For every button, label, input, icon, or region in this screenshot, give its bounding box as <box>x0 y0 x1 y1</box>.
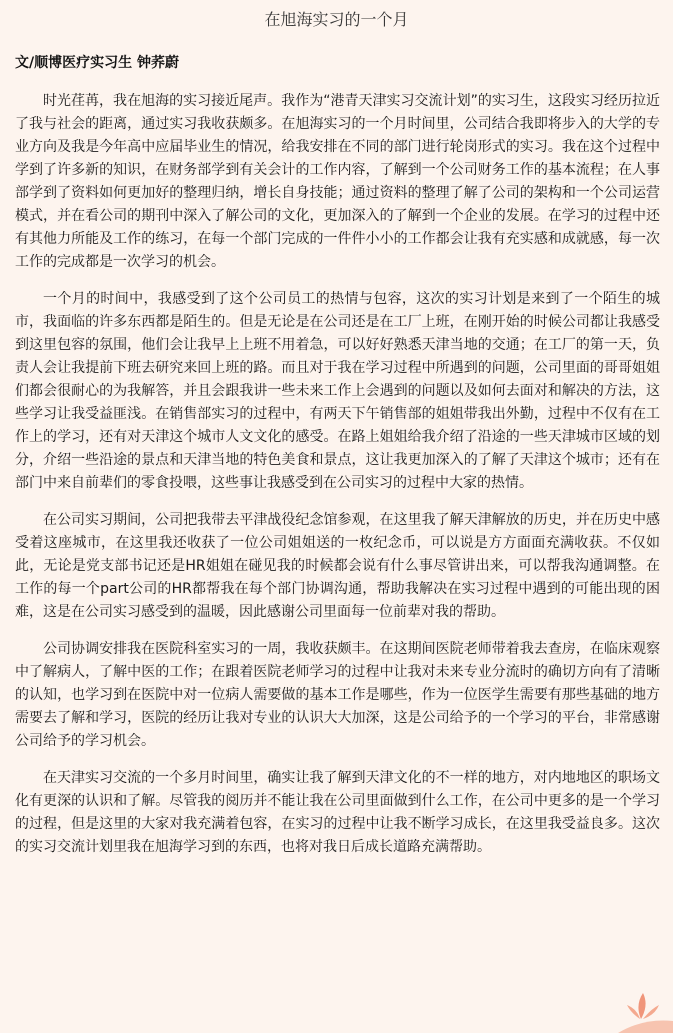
article-title: 在旭海实习的一个月 <box>264 10 409 29</box>
paragraph-5: 在天津实习交流的一个多月时间里，确实让我了解到天津文化的不一样的地方，对内地地区的职场文化有更深的认识和了解。尽管我的阅历并不能让我在公司里面做到什么工作，在公司中更多的是一个学习的过程，但是这里的大家对我充满着包容，在实习的过程中让我不断学习成长，在这里我受益良多。这次的实习交流计划里我在旭海学习到的东西，也将对我日后成长道路充满帮助。 <box>15 770 660 855</box>
article-body <box>15 90 660 873</box>
flower-leaf-icon <box>613 983 673 1033</box>
paragraph-4: 公司协调安排我在医院科室实习的一周，我收获颇丰。在这期间医院老师带着我去查房，在临床观察中了解病人，了解中医的工作；在跟着医院老师学习的过程中让我对未来专业分流时的确切方向有了清晰的认知，也学习到在医院中对一位病人需要做的基本工作是哪些，作为一位医学生需要有那些基础的地方需要去了解和学习，医院的经历让我对专业的认识大大加深，这是公司给予的一个学习的平台，非常感谢公司给予的学习机会。 <box>15 641 660 749</box>
paragraph-3: 在公司实习期间，公司把我带去平津战役纪念馆参观，在这里我了解天津解放的历史，并在历史中感受着这座城市，在这里我还收获了一位公司姐姐送的一枚纪念币，可以说是方方面面充满收获。不仅如此，无论是党支部书记还是HR姐姐在碰见我的时候都会说有什么事尽管讲出来，可以帮我沟通调整。在工作的每一个part公司的HR都帮我在每个部门协调沟通，帮助我解决在实习过程中遇到的可能出现的困难，这是在公司实习感受到的温暖，因此感谢公司里面每一位前辈对我的帮助。 <box>15 512 660 620</box>
article-byline: 文/顺博医疗实习生 钟荞蔚 <box>15 55 179 71</box>
paragraph-1: 时光荏苒，我在旭海的实习接近尾声。我作为“港青天津实习交流计划”的实习生，这段实习经历拉近了我与社会的距离，通过实习我收获颇多。在旭海实习的一个月时间里，公司结合我即将步入的大学的专业方向及我是今年高中应届毕业生的情况，给我安排在不同的部门进行轮岗形式的实习。我在这个过程中学到了许多新的知识，在财务部学到有关会计的工作内容，了解到一个公司财务工作的基本流程；在人事部学到了资料如何更加好的整理归纳，增长自身技能；通过资料的整理了解了公司的架构和一个公司运营模式，并在看公司的期刊中深入了解公司的文化，更加深入的了解到一个企业的发展。在学习的过程中还有其他力所能及工作的练习，在每一个部门完成的一件件小小的工作都会让我有充实感和成就感，每一次工作的完成都是一次学习的机会。 <box>15 93 660 270</box>
paragraph-2: 一个月的时间中，我感受到了这个公司员工的热情与包容，这次的实习计划是来到了一个陌生的城市，我面临的许多东西都是陌生的。但是无论是在公司还是在工厂上班，在刚开始的时候公司都让我感受到这里包容的氛围，他们会让我早上上班不用着急，可以好好熟悉天津当地的交通；在工厂的第一天，负责人会让我提前下班去研究来回上班的路。而且对于我在学习过程中所遇到的问题，公司里面的哥哥姐姐们都会很耐心的为我解答，并且会跟我讲一些未来工作上会遇到的问题以及如何去面对和解决的方法，这些学习让我受益匪浅。在销售部实习的过程中，有两天下午销售部的姐姐带我出外勤，过程中不仅有在工作上的学习，还有对天津这个城市人文文化的感受。在路上姐姐给我介绍了沿途的一些天津城市区域的划分，介绍一些沿途的景点和天津当地的特色美食和景点，这让我更加深入的了解了天津这个城市；还有在部门中来自前辈们的零食投喂，这些事让我感受到在公司实习的过程中大家的热情。 <box>15 291 660 491</box>
